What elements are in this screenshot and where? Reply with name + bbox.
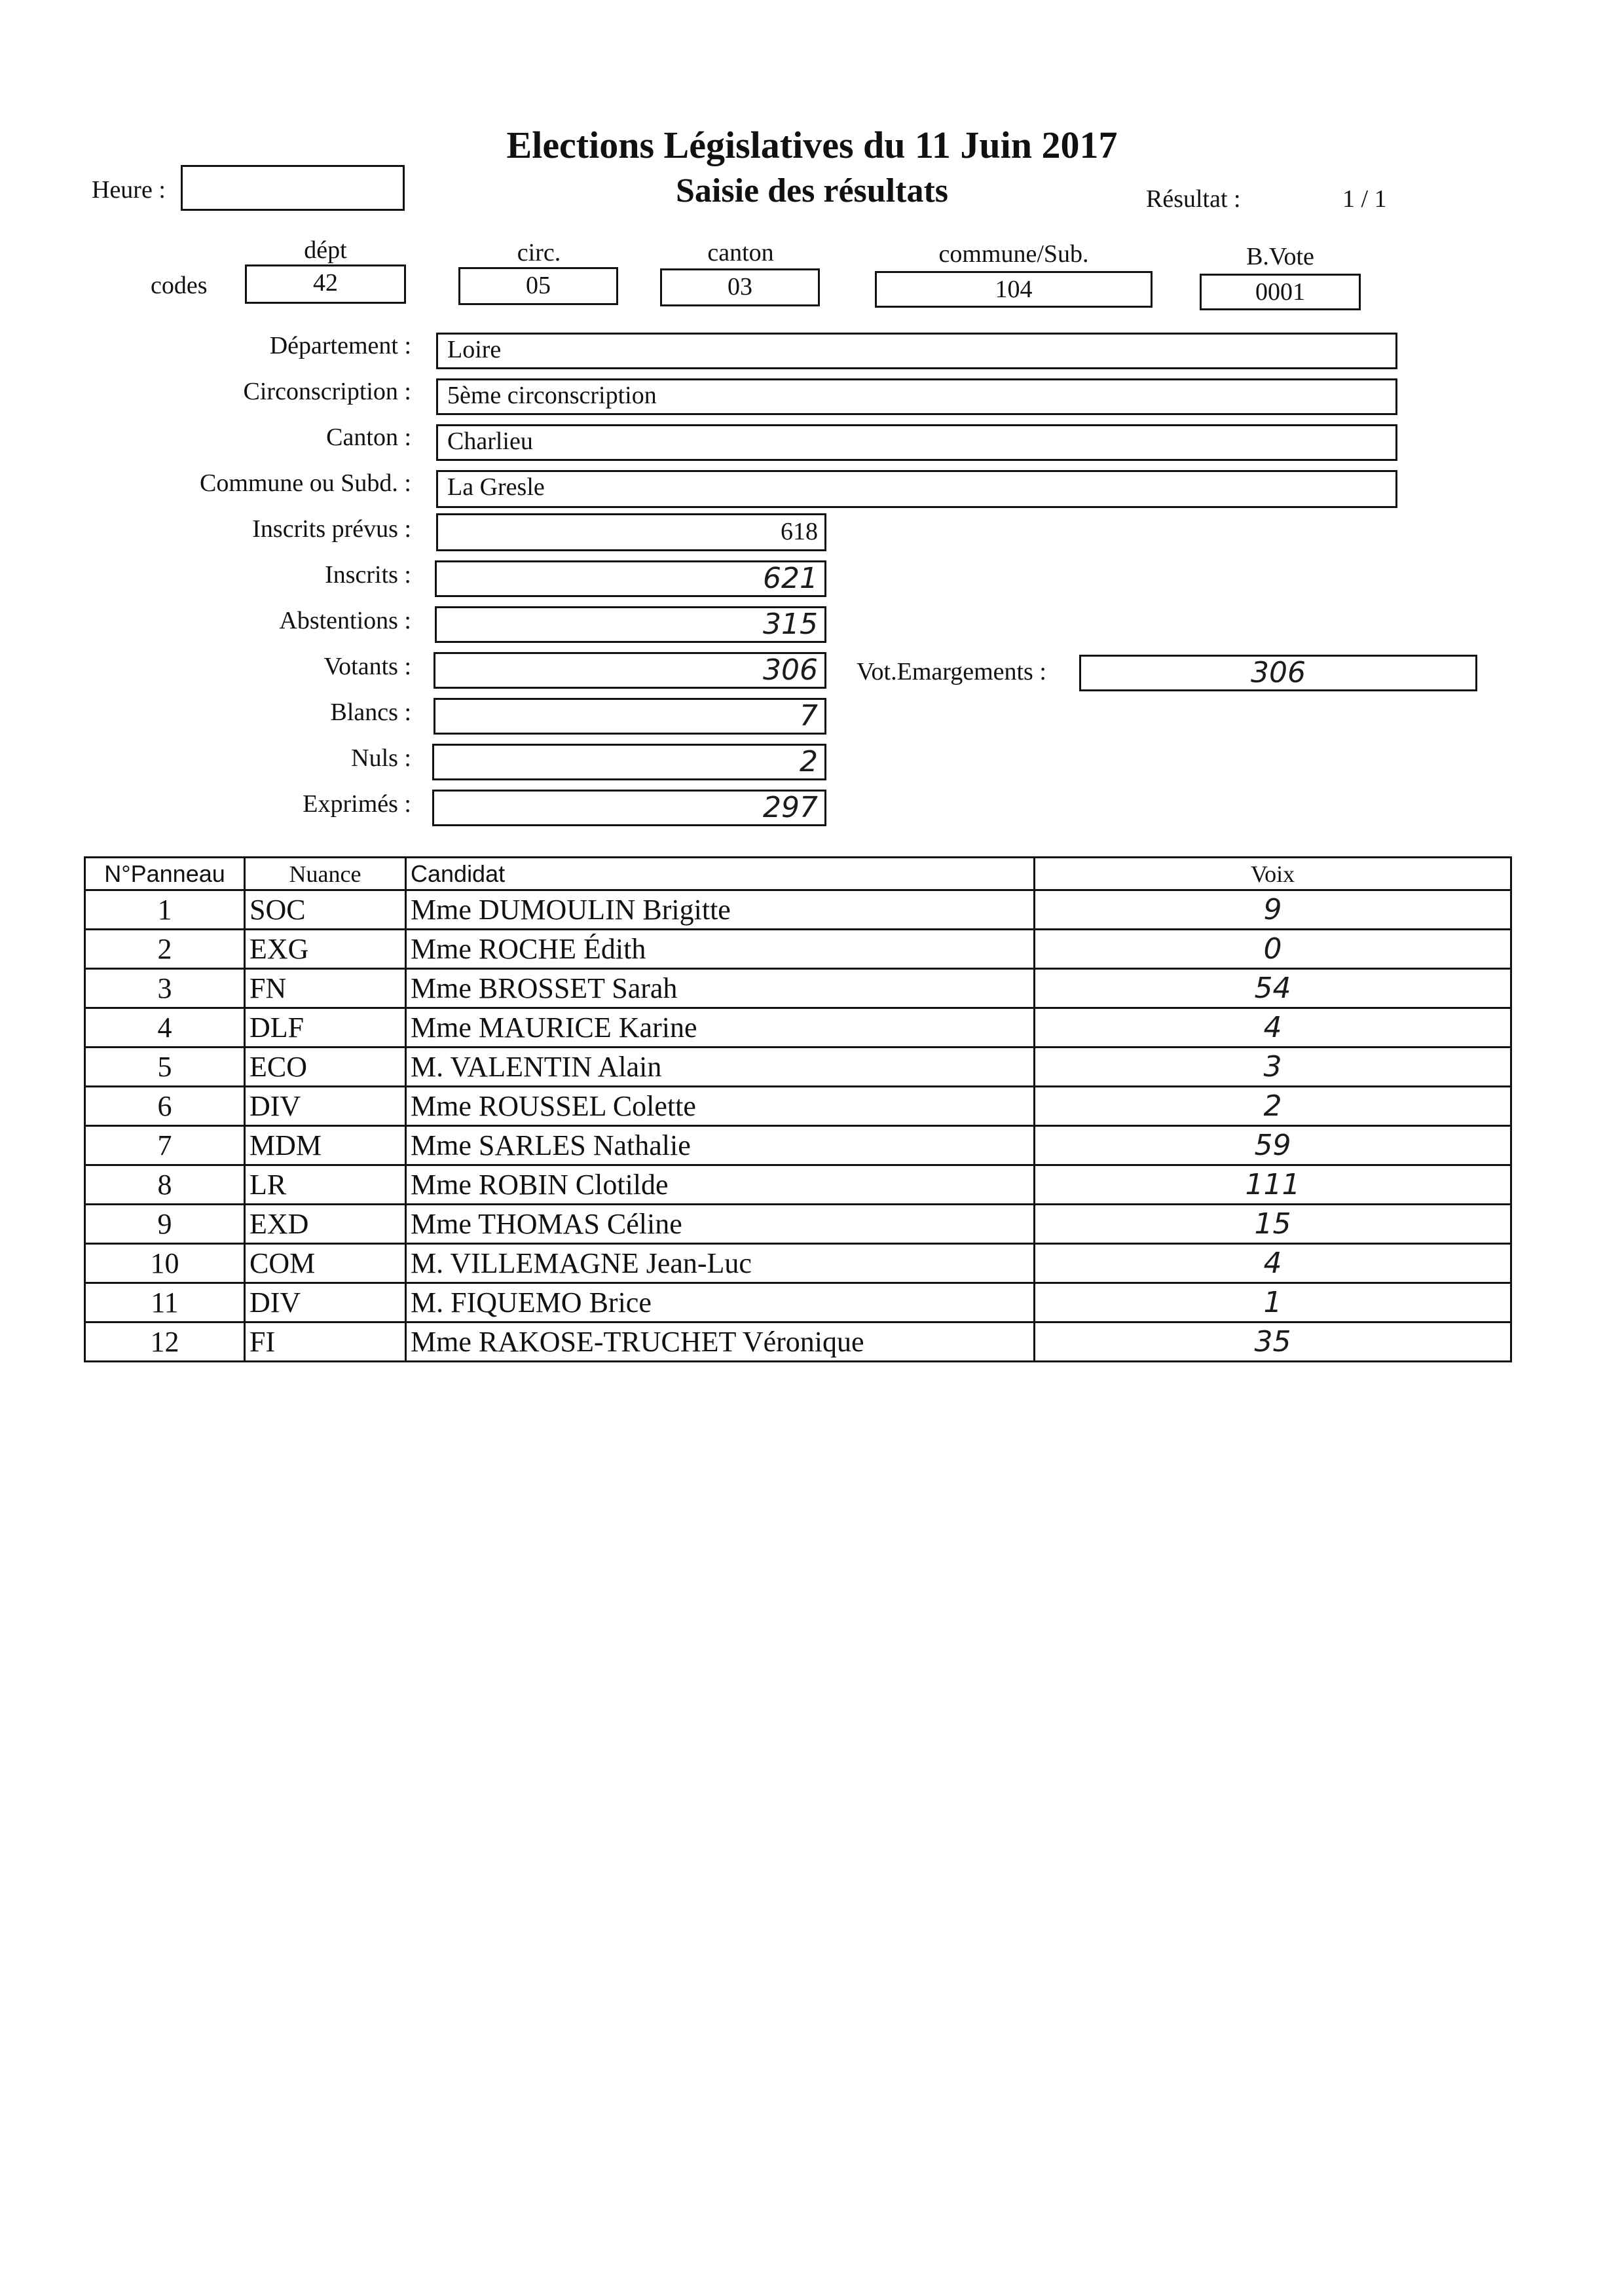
panneau-number: 12	[85, 1322, 245, 1362]
inscrits-value: 621	[435, 560, 826, 597]
nuance-cell: SOC	[245, 890, 406, 930]
candidate-name: Mme ROUSSEL Colette	[406, 1087, 1035, 1126]
circonscription-field: 5ème circonscription	[436, 378, 1397, 415]
candidate-name: Mme ROBIN Clotilde	[406, 1165, 1035, 1205]
table-row	[85, 1322, 1511, 1362]
nuance-cell: EXD	[245, 1205, 406, 1244]
resultat-value: 1 / 1	[1342, 185, 1387, 213]
header-candidat: Candidat	[406, 858, 1035, 890]
candidate-name: Mme DUMOULIN Brigitte	[406, 890, 1035, 930]
commune-header: commune/Sub.	[938, 240, 1089, 268]
voix-cell: 59	[1035, 1126, 1511, 1165]
commune-label: Commune ou Subd. :	[199, 469, 411, 497]
nuance-cell: COM	[245, 1244, 406, 1283]
voix-cell: 0	[1035, 930, 1511, 969]
header-panneau: N°Panneau	[85, 858, 245, 890]
header-voix: Voix	[1035, 858, 1511, 890]
voix-cell: 4	[1035, 1244, 1511, 1283]
panneau-number: 9	[85, 1205, 245, 1244]
panneau-number: 1	[85, 890, 245, 930]
candidate-name: Mme BROSSET Sarah	[406, 969, 1035, 1008]
candidate-name: Mme MAURICE Karine	[406, 1008, 1035, 1048]
table-row	[85, 930, 1511, 969]
codes-label: codes	[151, 272, 208, 299]
bvote-code: 0001	[1200, 274, 1361, 310]
table-header-row	[85, 858, 1511, 890]
nuance-cell: DLF	[245, 1008, 406, 1048]
panneau-number: 2	[85, 930, 245, 969]
table-row	[85, 1244, 1511, 1283]
candidate-name: Mme ROCHE Édith	[406, 930, 1035, 969]
voix-cell: 2	[1035, 1087, 1511, 1126]
table-row	[85, 1205, 1511, 1244]
circonscription-label: Circonscription :	[243, 378, 411, 405]
page-subtitle: Saisie des résultats	[676, 172, 948, 210]
nuance-cell: DIV	[245, 1283, 406, 1322]
abstentions-value: 315	[435, 606, 826, 643]
nuls-label: Nuls :	[351, 744, 411, 772]
votants-value: 306	[434, 652, 826, 689]
nuance-cell: FN	[245, 969, 406, 1008]
canton-header: canton	[707, 239, 774, 266]
table-row	[85, 890, 1511, 930]
panneau-number: 3	[85, 969, 245, 1008]
nuance-cell: LR	[245, 1165, 406, 1205]
panneau-number: 7	[85, 1126, 245, 1165]
voix-cell: 9	[1035, 890, 1511, 930]
table-row	[85, 1008, 1511, 1048]
table-row	[85, 1283, 1511, 1322]
nuance-cell: MDM	[245, 1126, 406, 1165]
nuance-cell: DIV	[245, 1087, 406, 1126]
blancs-value: 7	[434, 698, 826, 735]
header-nuance: Nuance	[245, 858, 406, 890]
inscrits-label: Inscrits :	[325, 561, 411, 589]
page-title: Elections Législatives du 11 Juin 2017	[506, 124, 1118, 166]
departement-label: Département :	[269, 332, 411, 359]
nuance-cell: EXG	[245, 930, 406, 969]
table-row	[85, 969, 1511, 1008]
panneau-number: 4	[85, 1008, 245, 1048]
nuance-cell: ECO	[245, 1048, 406, 1087]
bvote-header: B.Vote	[1246, 243, 1314, 270]
vot-emargements-value: 306	[1079, 655, 1477, 691]
candidate-name: Mme THOMAS Céline	[406, 1205, 1035, 1244]
vot-emargements-label: Vot.Emargements :	[857, 658, 1046, 685]
voix-cell: 4	[1035, 1008, 1511, 1048]
voix-cell: 15	[1035, 1205, 1511, 1244]
panneau-number: 11	[85, 1283, 245, 1322]
canton-label: Canton :	[326, 424, 411, 451]
table-row	[85, 1126, 1511, 1165]
panneau-number: 6	[85, 1087, 245, 1126]
candidate-name: M. VALENTIN Alain	[406, 1048, 1035, 1087]
circ-header: circ.	[517, 239, 561, 266]
abstentions-label: Abstentions :	[279, 607, 411, 634]
circ-code: 05	[458, 267, 618, 305]
voix-cell: 35	[1035, 1322, 1511, 1362]
nuance-cell: FI	[245, 1322, 406, 1362]
inscrits-prevus-label: Inscrits prévus :	[252, 515, 411, 543]
nuls-value: 2	[432, 744, 826, 780]
voix-cell: 3	[1035, 1048, 1511, 1087]
votants-label: Votants :	[323, 653, 411, 680]
voix-cell: 1	[1035, 1283, 1511, 1322]
voix-cell: 111	[1035, 1165, 1511, 1205]
dept-header: dépt	[304, 236, 347, 264]
candidate-name: M. FIQUEMO Brice	[406, 1283, 1035, 1322]
exprimes-label: Exprimés :	[303, 790, 411, 818]
panneau-number: 8	[85, 1165, 245, 1205]
departement-field: Loire	[436, 333, 1397, 369]
commune-code: 104	[875, 271, 1153, 308]
table-row	[85, 1165, 1511, 1205]
dept-code: 42	[245, 264, 406, 304]
voix-cell: 54	[1035, 969, 1511, 1008]
resultat-label: Résultat :	[1146, 185, 1241, 213]
candidate-name: Mme SARLES Nathalie	[406, 1126, 1035, 1165]
exprimes-value: 297	[432, 790, 826, 826]
commune-field: La Gresle	[436, 470, 1397, 508]
candidate-name: Mme RAKOSE-TRUCHET Véronique	[406, 1322, 1035, 1362]
results-table	[84, 856, 1512, 1362]
canton-code: 03	[660, 268, 820, 306]
panneau-number: 5	[85, 1048, 245, 1087]
heure-field[interactable]	[181, 165, 405, 211]
panneau-number: 10	[85, 1244, 245, 1283]
candidate-name: M. VILLEMAGNE Jean-Luc	[406, 1244, 1035, 1283]
table-row	[85, 1048, 1511, 1087]
inscrits-prevus-value: 618	[436, 513, 826, 551]
canton-field: Charlieu	[436, 424, 1397, 461]
blancs-label: Blancs :	[330, 699, 411, 726]
heure-label: Heure :	[92, 176, 166, 204]
table-row	[85, 1087, 1511, 1126]
